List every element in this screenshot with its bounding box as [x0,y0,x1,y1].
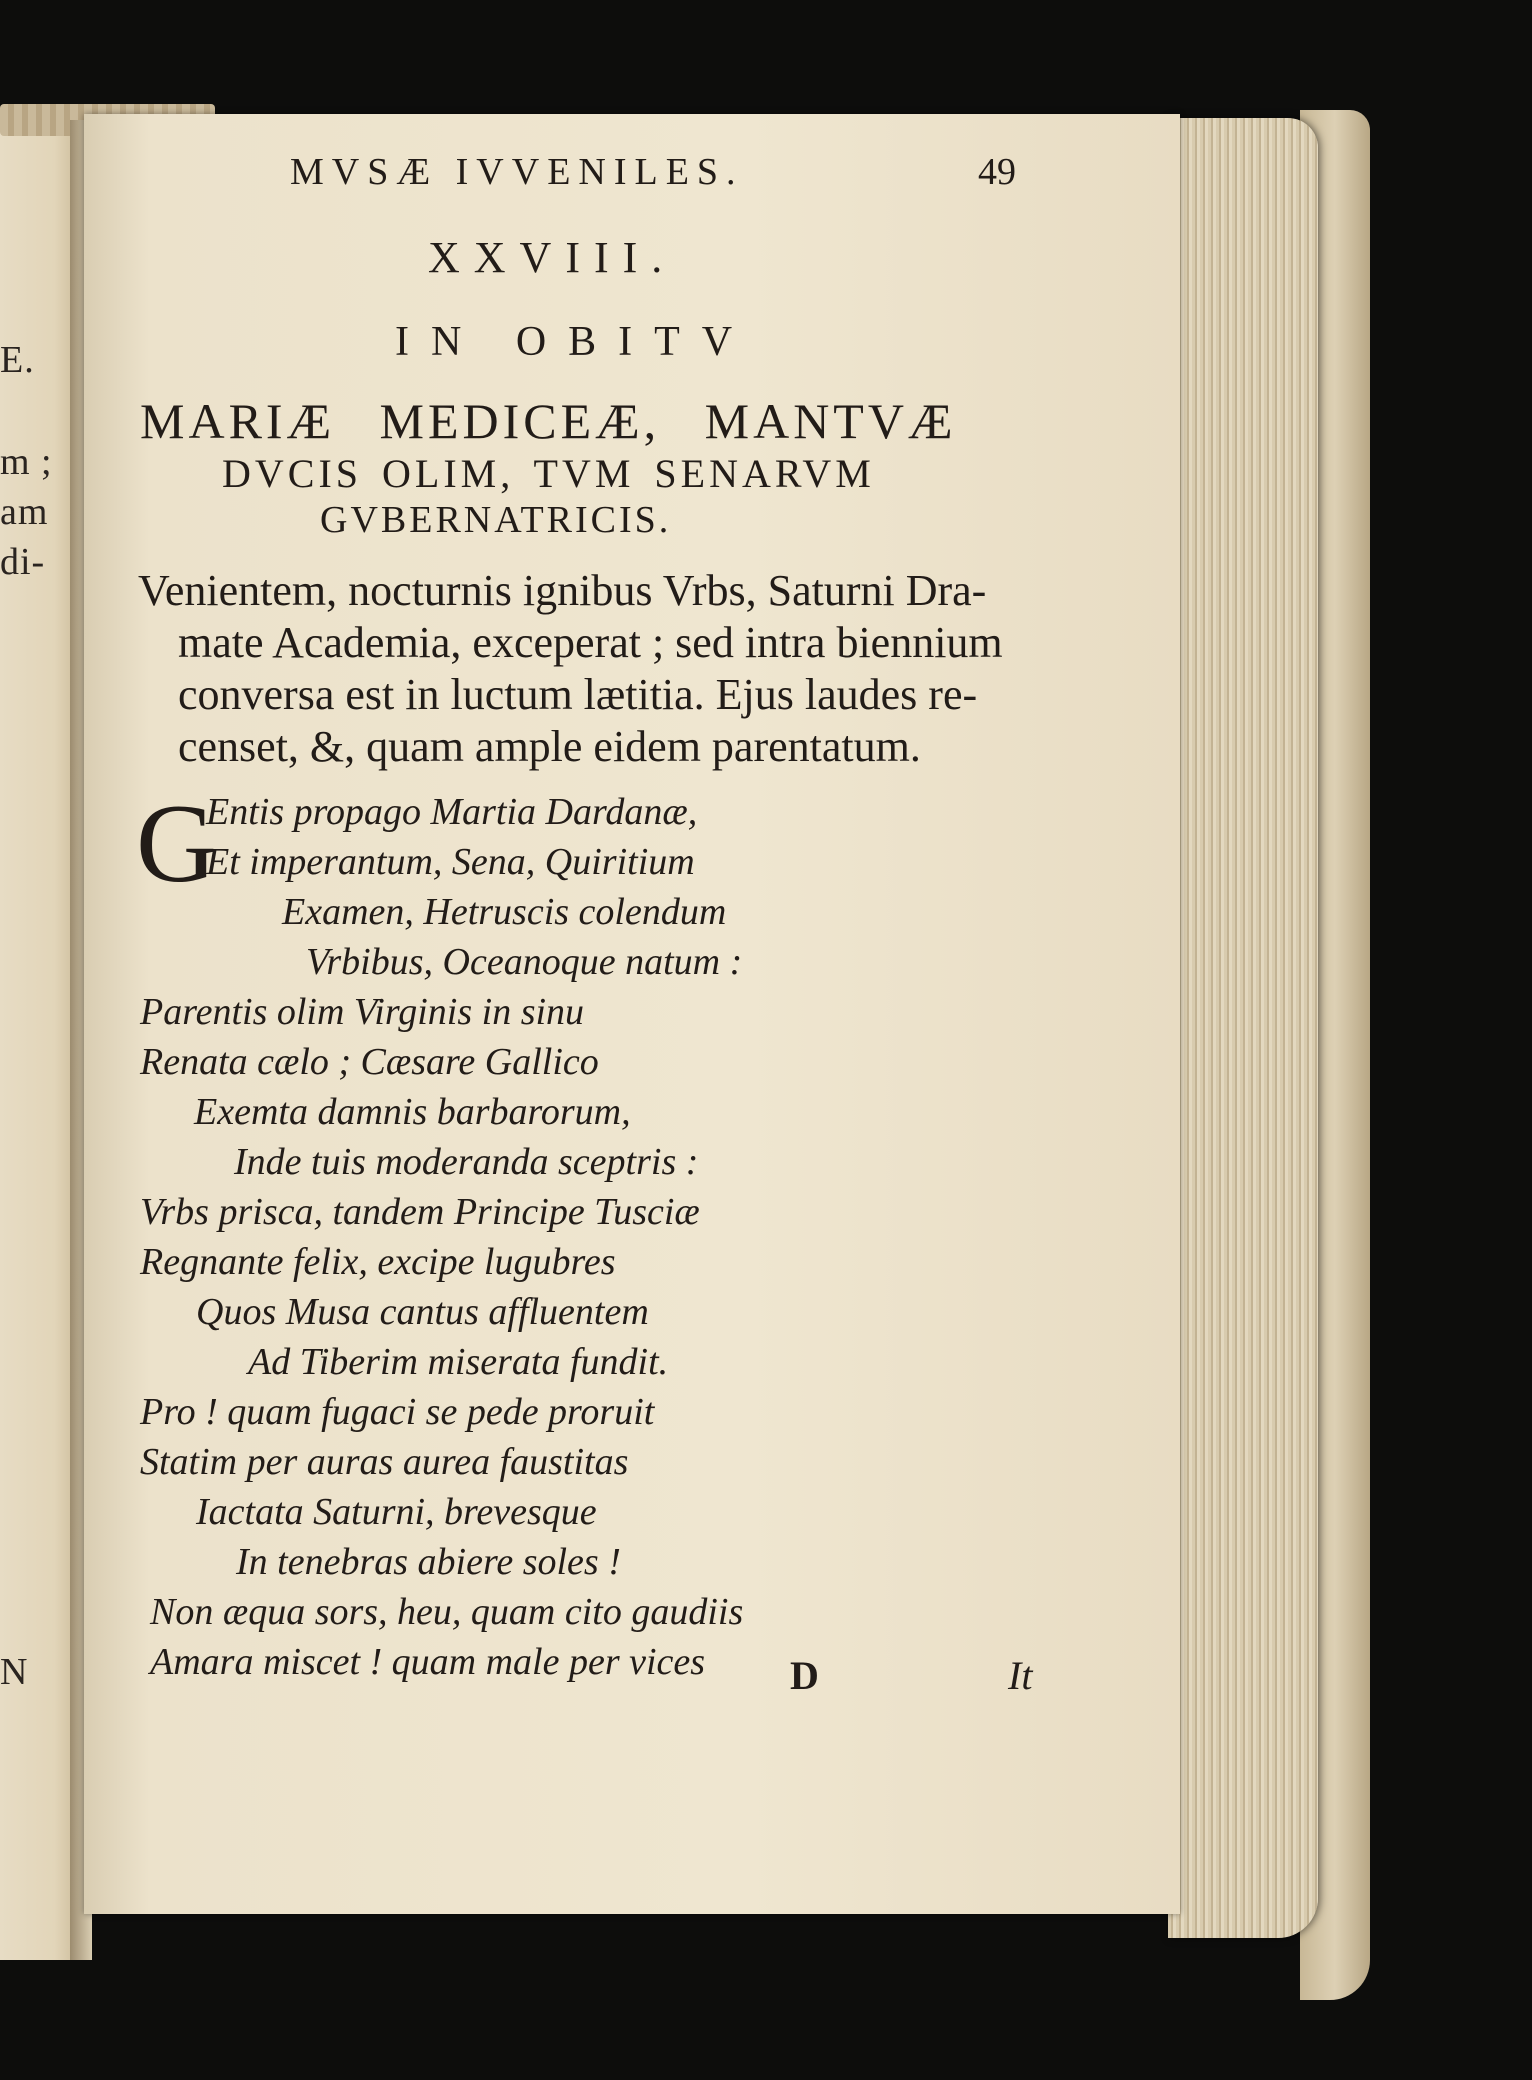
verse-line: In tenebras abiere soles ! [236,1541,621,1583]
verse-line: Renata cælo ; Cæsare Gallico [140,1041,599,1083]
argument-line: Venientem, nocturnis ignibus Vrbs, Saturni Dra- [138,566,987,615]
verse-line: Pro ! quam fugaci se pede proruit [140,1391,655,1433]
left-page-fragment: am [0,491,49,533]
facing-page-left [0,110,78,1960]
verse-line: Inde tuis moderanda sceptris : [234,1141,699,1183]
left-page-fragment: N [0,1651,29,1693]
poem-title-line: IN OBITV [395,319,755,365]
poem-title-line: DVCIS OLIM, TVM SENARVM [222,451,875,496]
argument-line: censet, &, quam ample eidem parentatum. [178,722,921,771]
verse-line: Non æqua sors, heu, quam cito gaudiis [150,1591,744,1633]
left-page-fragment: E. [0,339,35,381]
argument-line: conversa est in luctum lætitia. Ejus laudes re- [178,670,978,719]
page-number: 49 [978,151,1016,193]
catchword: It [1008,1653,1033,1698]
verse-line: Exemta damnis barbarorum, [194,1091,631,1133]
verse-line: Regnante felix, excipe lugubres [140,1241,616,1283]
signature-mark: D [790,1653,819,1698]
poem-title-line: GVBERNATRICIS. [320,499,672,541]
verse-line: Statim per auras aurea faustitas [140,1441,629,1483]
verse-line: Vrbibus, Oceanoque natum : [306,941,743,983]
verse-line: Et imperantum, Sena, Quiritium [206,841,695,883]
verse-line: Parentis olim Virginis in sinu [140,991,585,1033]
running-head: MVSÆ IVVENILES. [290,151,744,193]
verse-line: Amara miscet ! quam male per vices [150,1641,706,1683]
left-page-fragment: di- [0,541,46,583]
page-block-edges [1168,118,1318,1938]
drop-cap: G [136,782,217,906]
argument-line: mate Academia, exceperat ; sed intra biennium [178,618,1003,667]
verse-line: Examen, Hetruscis colendum [282,891,727,933]
verse-line: Vrbs prisca, tandem Principe Tusciæ [140,1191,700,1233]
poem-number: XXVIII. [428,233,677,282]
left-page-fragment: m ; [0,441,53,483]
verse-line: Ad Tiberim miserata fundit. [248,1341,669,1383]
verse-line: Iactata Saturni, brevesque [196,1491,597,1533]
verse-line: Entis propago Martia Dardanæ, [206,791,698,833]
poem-title-line: MARIÆ MEDICEÆ, MANTVÆ [140,393,957,449]
verse-line: Quos Musa cantus affluentem [196,1291,649,1333]
